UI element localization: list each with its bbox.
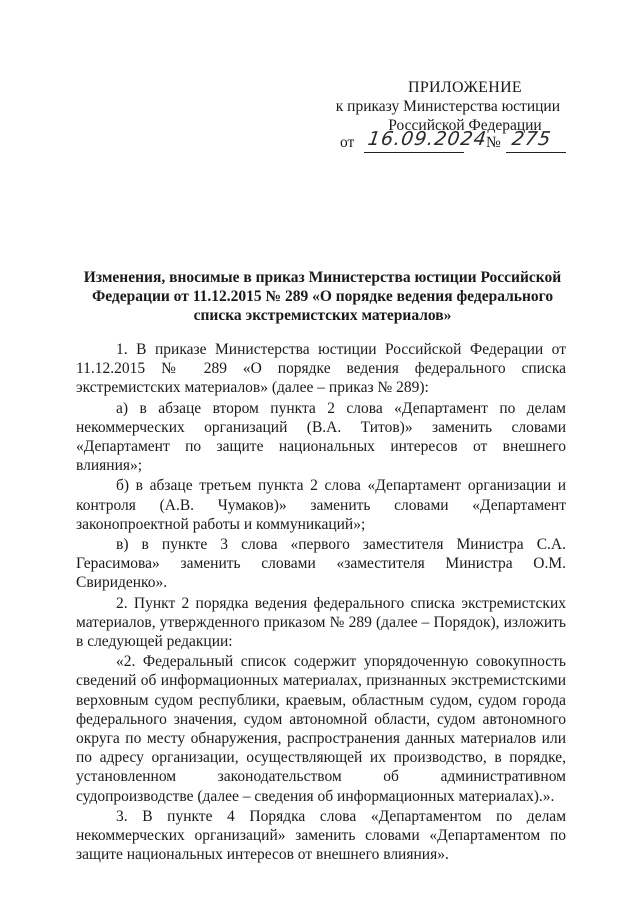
appendix-order-line: к приказу Министерства юстиции: [335, 98, 560, 115]
handwritten-date: 16.09.2024: [366, 128, 489, 150]
paragraph-1c: в) в пункте 3 слова «первого заместителя Министра С.А. Герасимова» заменить словами «заместителя Министра О.М. Свириденко».: [76, 536, 566, 592]
number-underline: [506, 152, 566, 153]
paragraph-1: 1. В приказе Министерства юстиции Российской Федерации от 11.12.2015 № 289 «О порядке ведения федерального списка экстремистских материалов» (далее – приказ № 289):: [76, 341, 566, 397]
order-date-number: [340, 128, 570, 154]
number-label: №: [486, 134, 501, 151]
appendix-header: [330, 78, 570, 135]
date-underline: [364, 152, 464, 153]
document-title: Изменения, вносимые в приказ Министерства юстиции Российской Федерации от 11.12.2015 № 289 «О порядке ведения федерального списка экстремистских материалов»: [83, 269, 562, 324]
paragraph-3: 3. В пункте 4 Порядка слова «Департаментом по делам некоммерческих организаций» заменить словами «Департаментом по защите национальных интересов от внешнего влияния».: [76, 807, 566, 864]
paragraph-1b: б) в абзаце третьем пункта 2 слова «Департамент организации и контроля (А.В. Чумаков)» заменить словами «Департамент законопроектной работы и коммуникаций»;: [76, 477, 566, 533]
document-body: [76, 340, 566, 865]
paragraph-2-quote: «2. Федеральный список содержит упорядоченную совокупность сведений об информационных материалах, признанных экстремистскими верховным судом республики, краевым, областным судом, судом города федерального значения, судом автономной области, судом автономного округа по месту обнаружения, распространения данных материалов или по адресу организации, осуществляющей их производство, в порядке, установленном законодательством об административном судопроизводстве (далее – сведения об информационных материалах).».: [76, 653, 566, 805]
appendix-title: ПРИЛОЖЕНИЕ: [407, 79, 522, 96]
paragraph-2: 2. Пункт 2 порядка ведения федерального списка экстремистских материалов, утвержденного приказом № 289 (далее – Порядок), изложить в следующей редакции:: [76, 594, 566, 651]
from-label: от: [340, 134, 355, 151]
handwritten-number: 275: [510, 128, 553, 150]
appendix-ministry-line: Российской Федерации: [388, 117, 542, 134]
paragraph-1a: а) в абзаце втором пункта 2 слова «Департамент по делам некоммерческих организаций (В.А. Титов)» заменить словами «Департамент по защите национальных интересов от внешнего влияния»;: [76, 399, 566, 475]
